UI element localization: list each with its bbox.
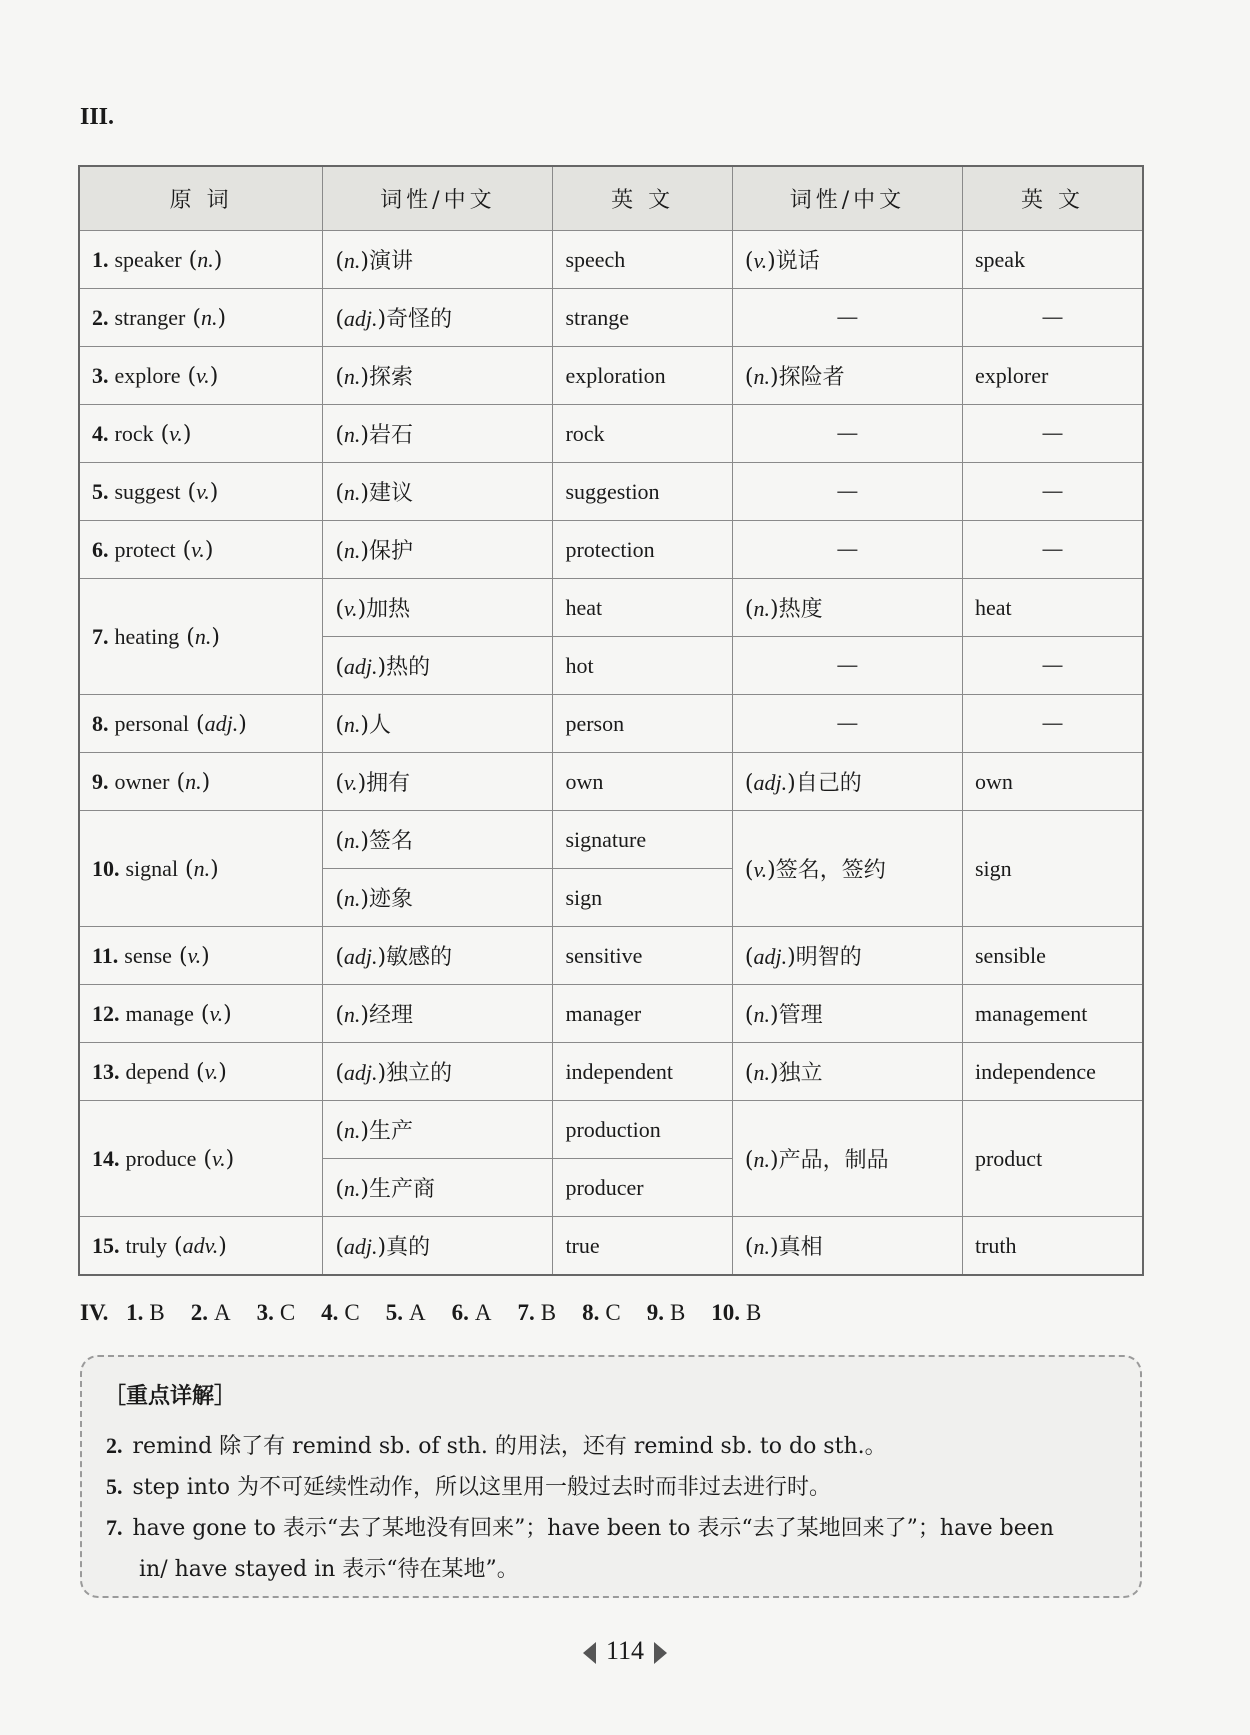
pos-chinese-cell xyxy=(323,811,553,869)
original-word-cell: 15. truly (adv.) xyxy=(79,1217,323,1276)
pos-tag: (n.) xyxy=(335,248,370,274)
empty-cell: — xyxy=(732,521,962,579)
answer-item: 8. C xyxy=(582,1300,621,1325)
table-row xyxy=(79,1101,1143,1159)
pos-tag: (adj.) xyxy=(335,1060,387,1086)
pos-chinese-cell xyxy=(323,1101,553,1159)
empty-cell: — xyxy=(732,637,962,695)
empty-cell: — xyxy=(962,405,1143,463)
english-cell: heat xyxy=(553,579,732,637)
chinese-meaning: 经理 xyxy=(369,1003,414,1028)
pos-chinese-cell xyxy=(732,985,962,1043)
chinese-meaning: 加热 xyxy=(366,597,411,622)
chinese-meaning: 热度 xyxy=(778,597,823,622)
pos-tag: (adj.) xyxy=(335,1234,387,1260)
key-explanation-box xyxy=(80,1355,1142,1598)
pos-chinese-cell xyxy=(732,347,962,405)
vocabulary-table xyxy=(78,165,1144,1276)
pos-chinese-cell xyxy=(732,231,962,289)
explanation-line xyxy=(106,1429,887,1460)
header-english-2: 英 文 xyxy=(962,166,1143,231)
english-cell: production xyxy=(553,1101,732,1159)
english-cell: manager xyxy=(553,985,732,1043)
explanation-line xyxy=(106,1511,1054,1542)
pos-chinese-cell xyxy=(732,927,962,985)
pos-chinese-cell xyxy=(732,579,962,637)
pos-tag: (n.) xyxy=(335,364,370,390)
explanation-text: in/ have stayed in 表示“待在某地”。 xyxy=(139,1557,519,1582)
pos-tag: (n.) xyxy=(335,1002,370,1028)
empty-cell: — xyxy=(962,289,1143,347)
english-cell: exploration xyxy=(553,347,732,405)
pos-chinese-cell xyxy=(323,347,553,405)
original-word-cell: 7. heating (n.) xyxy=(79,579,323,695)
english-cell: independence xyxy=(962,1043,1143,1101)
pos-chinese-cell xyxy=(732,753,962,811)
pos-tag: (n.) xyxy=(744,364,779,390)
pos-tag: (n.) xyxy=(744,596,779,622)
answer-item: 1. B xyxy=(126,1300,165,1325)
chinese-meaning: 产品，制品 xyxy=(778,1148,889,1173)
table-body xyxy=(79,231,1143,1276)
pos-chinese-cell xyxy=(323,1043,553,1101)
table-row xyxy=(79,811,1143,869)
pos-chinese-cell xyxy=(323,289,553,347)
pos-chinese-cell xyxy=(732,1101,962,1217)
english-cell: sign xyxy=(553,869,732,927)
page-number xyxy=(0,1636,1250,1666)
pos-tag: (adj.) xyxy=(335,306,387,332)
pos-chinese-cell xyxy=(732,1217,962,1276)
table-header-row xyxy=(79,166,1143,231)
answer-item: 5. A xyxy=(385,1300,426,1325)
english-cell: rock xyxy=(553,405,732,463)
original-word-cell: 4. rock (v.) xyxy=(79,405,323,463)
pos-chinese-cell xyxy=(323,1217,553,1276)
triangle-left-icon xyxy=(583,1642,596,1664)
chinese-meaning: 探索 xyxy=(369,365,414,390)
answer-item: 2. A xyxy=(190,1300,231,1325)
section-iv-answers xyxy=(80,1300,787,1326)
chinese-meaning: 拥有 xyxy=(366,771,411,796)
section-iv-label: IV. xyxy=(80,1300,109,1325)
pos-tag: (n.) xyxy=(335,1118,370,1144)
english-cell: sign xyxy=(962,811,1143,927)
pos-chinese-cell xyxy=(323,695,553,753)
pos-tag: (n.) xyxy=(335,712,370,738)
pos-chinese-cell xyxy=(323,637,553,695)
explanation-line-continued xyxy=(139,1552,519,1583)
pos-tag: (v.) xyxy=(744,248,776,274)
english-cell: own xyxy=(962,753,1143,811)
explanation-number: 7. xyxy=(106,1515,123,1540)
english-cell: strange xyxy=(553,289,732,347)
table-row xyxy=(79,753,1143,811)
explanation-text: have gone to 表示“去了某地没有回来”；have been to 表示“去了某地回来了”；have been xyxy=(132,1516,1054,1541)
pos-tag: (n.) xyxy=(744,1060,779,1086)
chinese-meaning: 探险者 xyxy=(778,365,845,390)
chinese-meaning: 管理 xyxy=(778,1003,823,1028)
english-cell: truth xyxy=(962,1217,1143,1276)
english-cell: suggestion xyxy=(553,463,732,521)
explanation-number: 2. xyxy=(106,1433,123,1458)
empty-cell: — xyxy=(732,463,962,521)
pos-tag: (n.) xyxy=(744,1147,779,1173)
header-original-word: 原 词 xyxy=(79,166,323,231)
header-pos-chinese-1: 词性/中文 xyxy=(323,166,553,231)
table-row xyxy=(79,405,1143,463)
pos-chinese-cell xyxy=(323,985,553,1043)
chinese-meaning: 人 xyxy=(369,713,392,738)
chinese-meaning: 岩石 xyxy=(369,423,414,448)
pos-tag: (adj.) xyxy=(335,944,387,970)
pos-chinese-cell xyxy=(323,869,553,927)
original-word-cell: 3. explore (v.) xyxy=(79,347,323,405)
chinese-meaning: 独立 xyxy=(778,1061,823,1086)
empty-cell: — xyxy=(732,695,962,753)
answer-list xyxy=(126,1300,787,1325)
chinese-meaning: 迹象 xyxy=(369,887,414,912)
pos-chinese-cell xyxy=(323,231,553,289)
chinese-meaning: 独立的 xyxy=(386,1061,453,1086)
empty-cell: — xyxy=(962,637,1143,695)
chinese-meaning: 自己的 xyxy=(795,771,862,796)
english-cell: protection xyxy=(553,521,732,579)
english-cell: product xyxy=(962,1101,1143,1217)
explanation-text: remind 除了有 remind sb. of sth. 的用法，还有 remind sb. to do sth.。 xyxy=(132,1434,887,1459)
table-row xyxy=(79,289,1143,347)
empty-cell: — xyxy=(732,289,962,347)
triangle-right-icon xyxy=(654,1642,667,1664)
english-cell: producer xyxy=(553,1159,732,1217)
pos-tag: (n.) xyxy=(335,480,370,506)
pos-tag: (adj.) xyxy=(744,770,796,796)
explanation-number: 5. xyxy=(106,1474,123,1499)
table-row xyxy=(79,463,1143,521)
pos-tag: (v.) xyxy=(744,857,776,883)
answer-item: 9. B xyxy=(646,1300,686,1325)
table-row xyxy=(79,985,1143,1043)
empty-cell: — xyxy=(732,405,962,463)
english-cell: sensitive xyxy=(553,927,732,985)
english-cell: management xyxy=(962,985,1143,1043)
chinese-meaning: 敏感的 xyxy=(386,945,453,970)
table-row xyxy=(79,231,1143,289)
empty-cell: — xyxy=(962,463,1143,521)
original-word-cell: 10. signal (n.) xyxy=(79,811,323,927)
answer-item: 6. A xyxy=(451,1300,492,1325)
english-cell: speak xyxy=(962,231,1143,289)
pos-chinese-cell xyxy=(323,463,553,521)
chinese-meaning: 说话 xyxy=(775,249,820,274)
original-word-cell: 11. sense (v.) xyxy=(79,927,323,985)
english-cell: heat xyxy=(962,579,1143,637)
table-row xyxy=(79,695,1143,753)
chinese-meaning: 生产 xyxy=(369,1119,414,1144)
original-word-cell: 8. personal (adj.) xyxy=(79,695,323,753)
key-explanation-title: ［重点详解］ xyxy=(104,1383,237,1409)
pos-tag: (adj.) xyxy=(744,944,796,970)
pos-tag: (n.) xyxy=(335,828,370,854)
english-cell: own xyxy=(553,753,732,811)
original-word-cell: 9. owner (n.) xyxy=(79,753,323,811)
answer-item: 7. B xyxy=(517,1300,557,1325)
english-cell: true xyxy=(553,1217,732,1276)
chinese-meaning: 真的 xyxy=(386,1235,431,1260)
chinese-meaning: 奇怪的 xyxy=(386,307,453,332)
page-number-text: 114 xyxy=(605,1636,645,1665)
table-row xyxy=(79,1217,1143,1276)
pos-chinese-cell xyxy=(323,521,553,579)
pos-chinese-cell xyxy=(323,405,553,463)
english-cell: speech xyxy=(553,231,732,289)
chinese-meaning: 热的 xyxy=(386,655,431,680)
english-cell: explorer xyxy=(962,347,1143,405)
pos-tag: (n.) xyxy=(335,538,370,564)
pos-chinese-cell xyxy=(323,753,553,811)
empty-cell: — xyxy=(962,521,1143,579)
original-word-cell: 2. stranger (n.) xyxy=(79,289,323,347)
section-iii-label: III. xyxy=(80,104,115,130)
english-cell: independent xyxy=(553,1043,732,1101)
pos-tag: (n.) xyxy=(335,1176,370,1202)
english-cell: person xyxy=(553,695,732,753)
answer-item: 3. C xyxy=(256,1300,296,1325)
table-row xyxy=(79,521,1143,579)
explanation-line xyxy=(106,1470,831,1501)
pos-tag: (adj.) xyxy=(335,654,387,680)
pos-tag: (n.) xyxy=(744,1002,779,1028)
empty-cell: — xyxy=(962,695,1143,753)
pos-chinese-cell xyxy=(323,1159,553,1217)
table-row xyxy=(79,927,1143,985)
chinese-meaning: 保护 xyxy=(369,539,414,564)
chinese-meaning: 签名，签约 xyxy=(775,858,886,883)
header-pos-chinese-2: 词性/中文 xyxy=(732,166,962,231)
answer-item: 10. B xyxy=(711,1300,762,1325)
table-row xyxy=(79,579,1143,637)
pos-tag: (n.) xyxy=(335,886,370,912)
pos-tag: (v.) xyxy=(335,770,367,796)
pos-chinese-cell xyxy=(323,579,553,637)
pos-tag: (n.) xyxy=(744,1234,779,1260)
original-word-cell: 5. suggest (v.) xyxy=(79,463,323,521)
pos-chinese-cell xyxy=(323,927,553,985)
original-word-cell: 6. protect (v.) xyxy=(79,521,323,579)
chinese-meaning: 建议 xyxy=(369,481,414,506)
original-word-cell: 14. produce (v.) xyxy=(79,1101,323,1217)
table-row xyxy=(79,1043,1143,1101)
original-word-cell: 12. manage (v.) xyxy=(79,985,323,1043)
pos-chinese-cell xyxy=(732,811,962,927)
pos-tag: (n.) xyxy=(335,422,370,448)
header-english-1: 英 文 xyxy=(553,166,732,231)
english-cell: signature xyxy=(553,811,732,869)
chinese-meaning: 真相 xyxy=(778,1235,823,1260)
chinese-meaning: 生产商 xyxy=(369,1177,436,1202)
english-cell: hot xyxy=(553,637,732,695)
chinese-meaning: 签名 xyxy=(369,829,414,854)
original-word-cell: 13. depend (v.) xyxy=(79,1043,323,1101)
explanation-text: step into 为不可延续性动作，所以这里用一般过去时而非过去进行时。 xyxy=(132,1475,832,1500)
chinese-meaning: 演讲 xyxy=(369,249,414,274)
answer-item: 4. C xyxy=(321,1300,360,1325)
chinese-meaning: 明智的 xyxy=(795,945,862,970)
pos-tag: (v.) xyxy=(335,596,367,622)
original-word-cell: 1. speaker (n.) xyxy=(79,231,323,289)
table-row xyxy=(79,347,1143,405)
english-cell: sensible xyxy=(962,927,1143,985)
pos-chinese-cell xyxy=(732,1043,962,1101)
